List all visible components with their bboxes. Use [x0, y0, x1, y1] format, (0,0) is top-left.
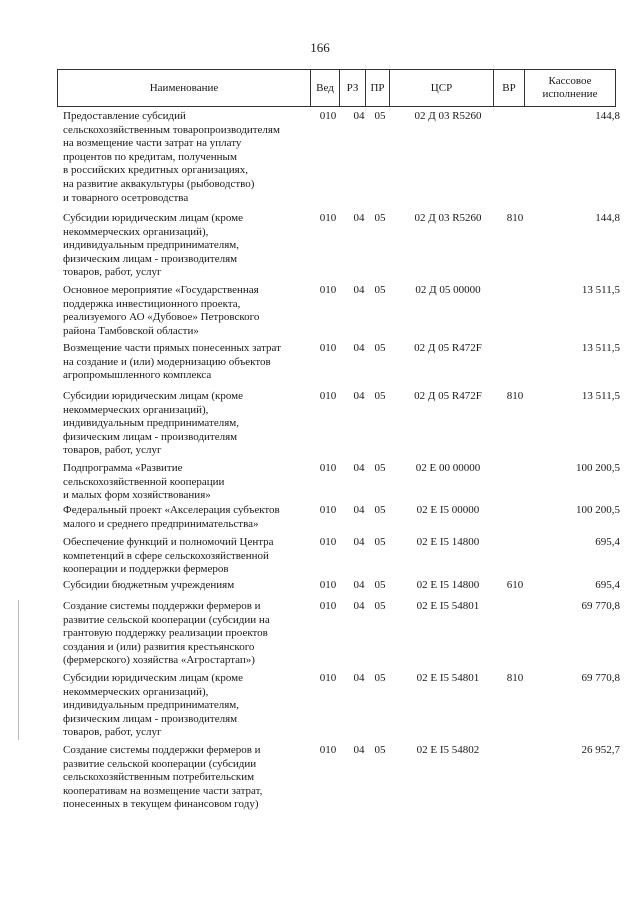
cell-rz: 04 [353, 579, 365, 591]
cell-name: Субсидии юридическим лицам (кроме некоммерческих организаций), индивидуальным предпринимателям, физическим лицам - производителям товаров, работ, услуг [63, 212, 244, 279]
cell-rz: 04 [353, 284, 365, 296]
cell-pr: 05 [374, 536, 386, 548]
header-pr: ПР [366, 70, 390, 107]
cell-csr: 02 Д 03 R5260 [414, 212, 482, 224]
cell-amt: 695,4 [595, 536, 620, 548]
header-vr: ВР [494, 70, 525, 107]
cell-name: Возмещение части прямых понесенных затрат на создание и (или) модернизацию объектов агропромышленного комплекса [63, 342, 281, 382]
cell-amt: 13 511,5 [581, 390, 620, 402]
cell-pr: 05 [374, 390, 386, 402]
cell-amt: 13 511,5 [581, 284, 620, 296]
cell-amt: 144,8 [595, 212, 620, 224]
cell-name: Обеспечение функций и полномочий Центра компетенций в сфере сельскохозяйственной кооперации и поддержки фермеров [63, 536, 274, 576]
cell-ved: 010 [319, 462, 337, 474]
cell-amt: 100 200,5 [576, 504, 620, 516]
cell-ved: 010 [319, 579, 337, 591]
header-amount-line1: Кассовое [548, 75, 592, 87]
cell-name: Создание системы поддержки фермеров и развитие сельской кооперации (субсидии сельскохозяйственным потребительским кооперативам на возмещение части затрат, понесенных в текущем финансовом году) [63, 744, 263, 811]
cell-csr: 02 Д 03 R5260 [414, 110, 482, 122]
cell-name: Подпрограмма «Развитие сельскохозяйственной кооперации и малых форм хозяйствования» [63, 462, 225, 502]
header-amount-line2: исполнение [542, 88, 598, 100]
cell-name: Субсидии юридическим лицам (кроме некоммерческих организаций), индивидуальным предпринимателям, физическим лицам - производителям товаров, работ, услуг [63, 672, 244, 739]
cell-pr: 05 [374, 110, 386, 122]
cell-rz: 04 [353, 600, 365, 612]
cell-csr: 02 Д 05 R472F [414, 342, 482, 354]
cell-vr: 810 [506, 672, 524, 684]
cell-amt: 695,4 [595, 579, 620, 591]
cell-amt: 13 511,5 [581, 342, 620, 354]
cell-csr: 02 Е 00 00000 [415, 462, 481, 474]
cell-rz: 04 [353, 390, 365, 402]
cell-amt: 144,8 [595, 110, 620, 122]
cell-ved: 010 [319, 390, 337, 402]
cell-csr: 02 Д 05 R472F [414, 390, 482, 402]
cell-csr: 02 Е I5 14800 [416, 579, 480, 591]
cell-pr: 05 [374, 284, 386, 296]
cell-name: Предоставление субсидий сельскохозяйственным товаропроизводителям на возмещение части затрат на уплату процентов по кредитам, полученным в российских кредитных организациях, на развитие аквакультуры (рыбоводство) и товарного осетроводства [63, 110, 280, 204]
cell-rz: 04 [353, 504, 365, 516]
cell-ved: 010 [319, 342, 337, 354]
header-rz: РЗ [340, 70, 366, 107]
cell-vr: 810 [506, 390, 524, 402]
cell-pr: 05 [374, 579, 386, 591]
cell-rz: 04 [353, 342, 365, 354]
cell-name: Субсидии бюджетным учреждениям [63, 579, 235, 591]
cell-ved: 010 [319, 284, 337, 296]
header-csr: ЦСР [390, 70, 494, 107]
cell-ved: 010 [319, 212, 337, 224]
cell-pr: 05 [374, 212, 386, 224]
cell-name: Субсидии юридическим лицам (кроме некоммерческих организаций), индивидуальным предпринимателям, физическим лицам - производителям товаров, работ, услуг [63, 390, 244, 457]
cell-rz: 04 [353, 462, 365, 474]
cell-rz: 04 [353, 212, 365, 224]
cell-amt: 26 952,7 [581, 744, 620, 756]
cell-amt: 69 770,8 [581, 672, 620, 684]
cell-csr: 02 Д 05 00000 [415, 284, 481, 296]
cell-pr: 05 [374, 504, 386, 516]
cell-pr: 05 [374, 462, 386, 474]
cell-csr: 02 Е I5 54801 [416, 600, 480, 612]
cell-vr: 810 [506, 212, 524, 224]
scan-artifact [18, 600, 19, 740]
cell-rz: 04 [353, 744, 365, 756]
cell-ved: 010 [319, 600, 337, 612]
cell-name: Основное мероприятие «Государственная поддержка инвестиционного проекта, реализуемого АО «Дубовое» Петровского района Тамбовской области» [63, 284, 260, 337]
cell-ved: 010 [319, 110, 337, 122]
cell-amt: 100 200,5 [576, 462, 620, 474]
cell-rz: 04 [353, 672, 365, 684]
cell-vr: 610 [506, 579, 524, 591]
cell-csr: 02 Е I5 00000 [416, 504, 480, 516]
header-ved: Вед [311, 70, 340, 107]
page-number: 166 [310, 40, 330, 55]
cell-amt: 69 770,8 [581, 600, 620, 612]
cell-ved: 010 [319, 504, 337, 516]
cell-rz: 04 [353, 536, 365, 548]
cell-csr: 02 Е I5 14800 [416, 536, 480, 548]
cell-csr: 02 Е I5 54802 [416, 744, 480, 756]
cell-ved: 010 [319, 536, 337, 548]
cell-csr: 02 Е I5 54801 [416, 672, 480, 684]
cell-ved: 010 [319, 672, 337, 684]
cell-ved: 010 [319, 744, 337, 756]
cell-pr: 05 [374, 600, 386, 612]
cell-pr: 05 [374, 342, 386, 354]
cell-pr: 05 [374, 744, 386, 756]
cell-pr: 05 [374, 672, 386, 684]
cell-rz: 04 [353, 110, 365, 122]
cell-name: Создание системы поддержки фермеров и развитие сельской кооперации (субсидии на грантовую поддержку реализации проектов создания и (или) развития крестьянского (фермерского) хозяйства «Агростартап») [63, 600, 270, 667]
header-name: Наименование [58, 70, 311, 107]
cell-name: Федеральный проект «Акселерация субъектов малого и среднего предпринимательства» [63, 504, 280, 530]
